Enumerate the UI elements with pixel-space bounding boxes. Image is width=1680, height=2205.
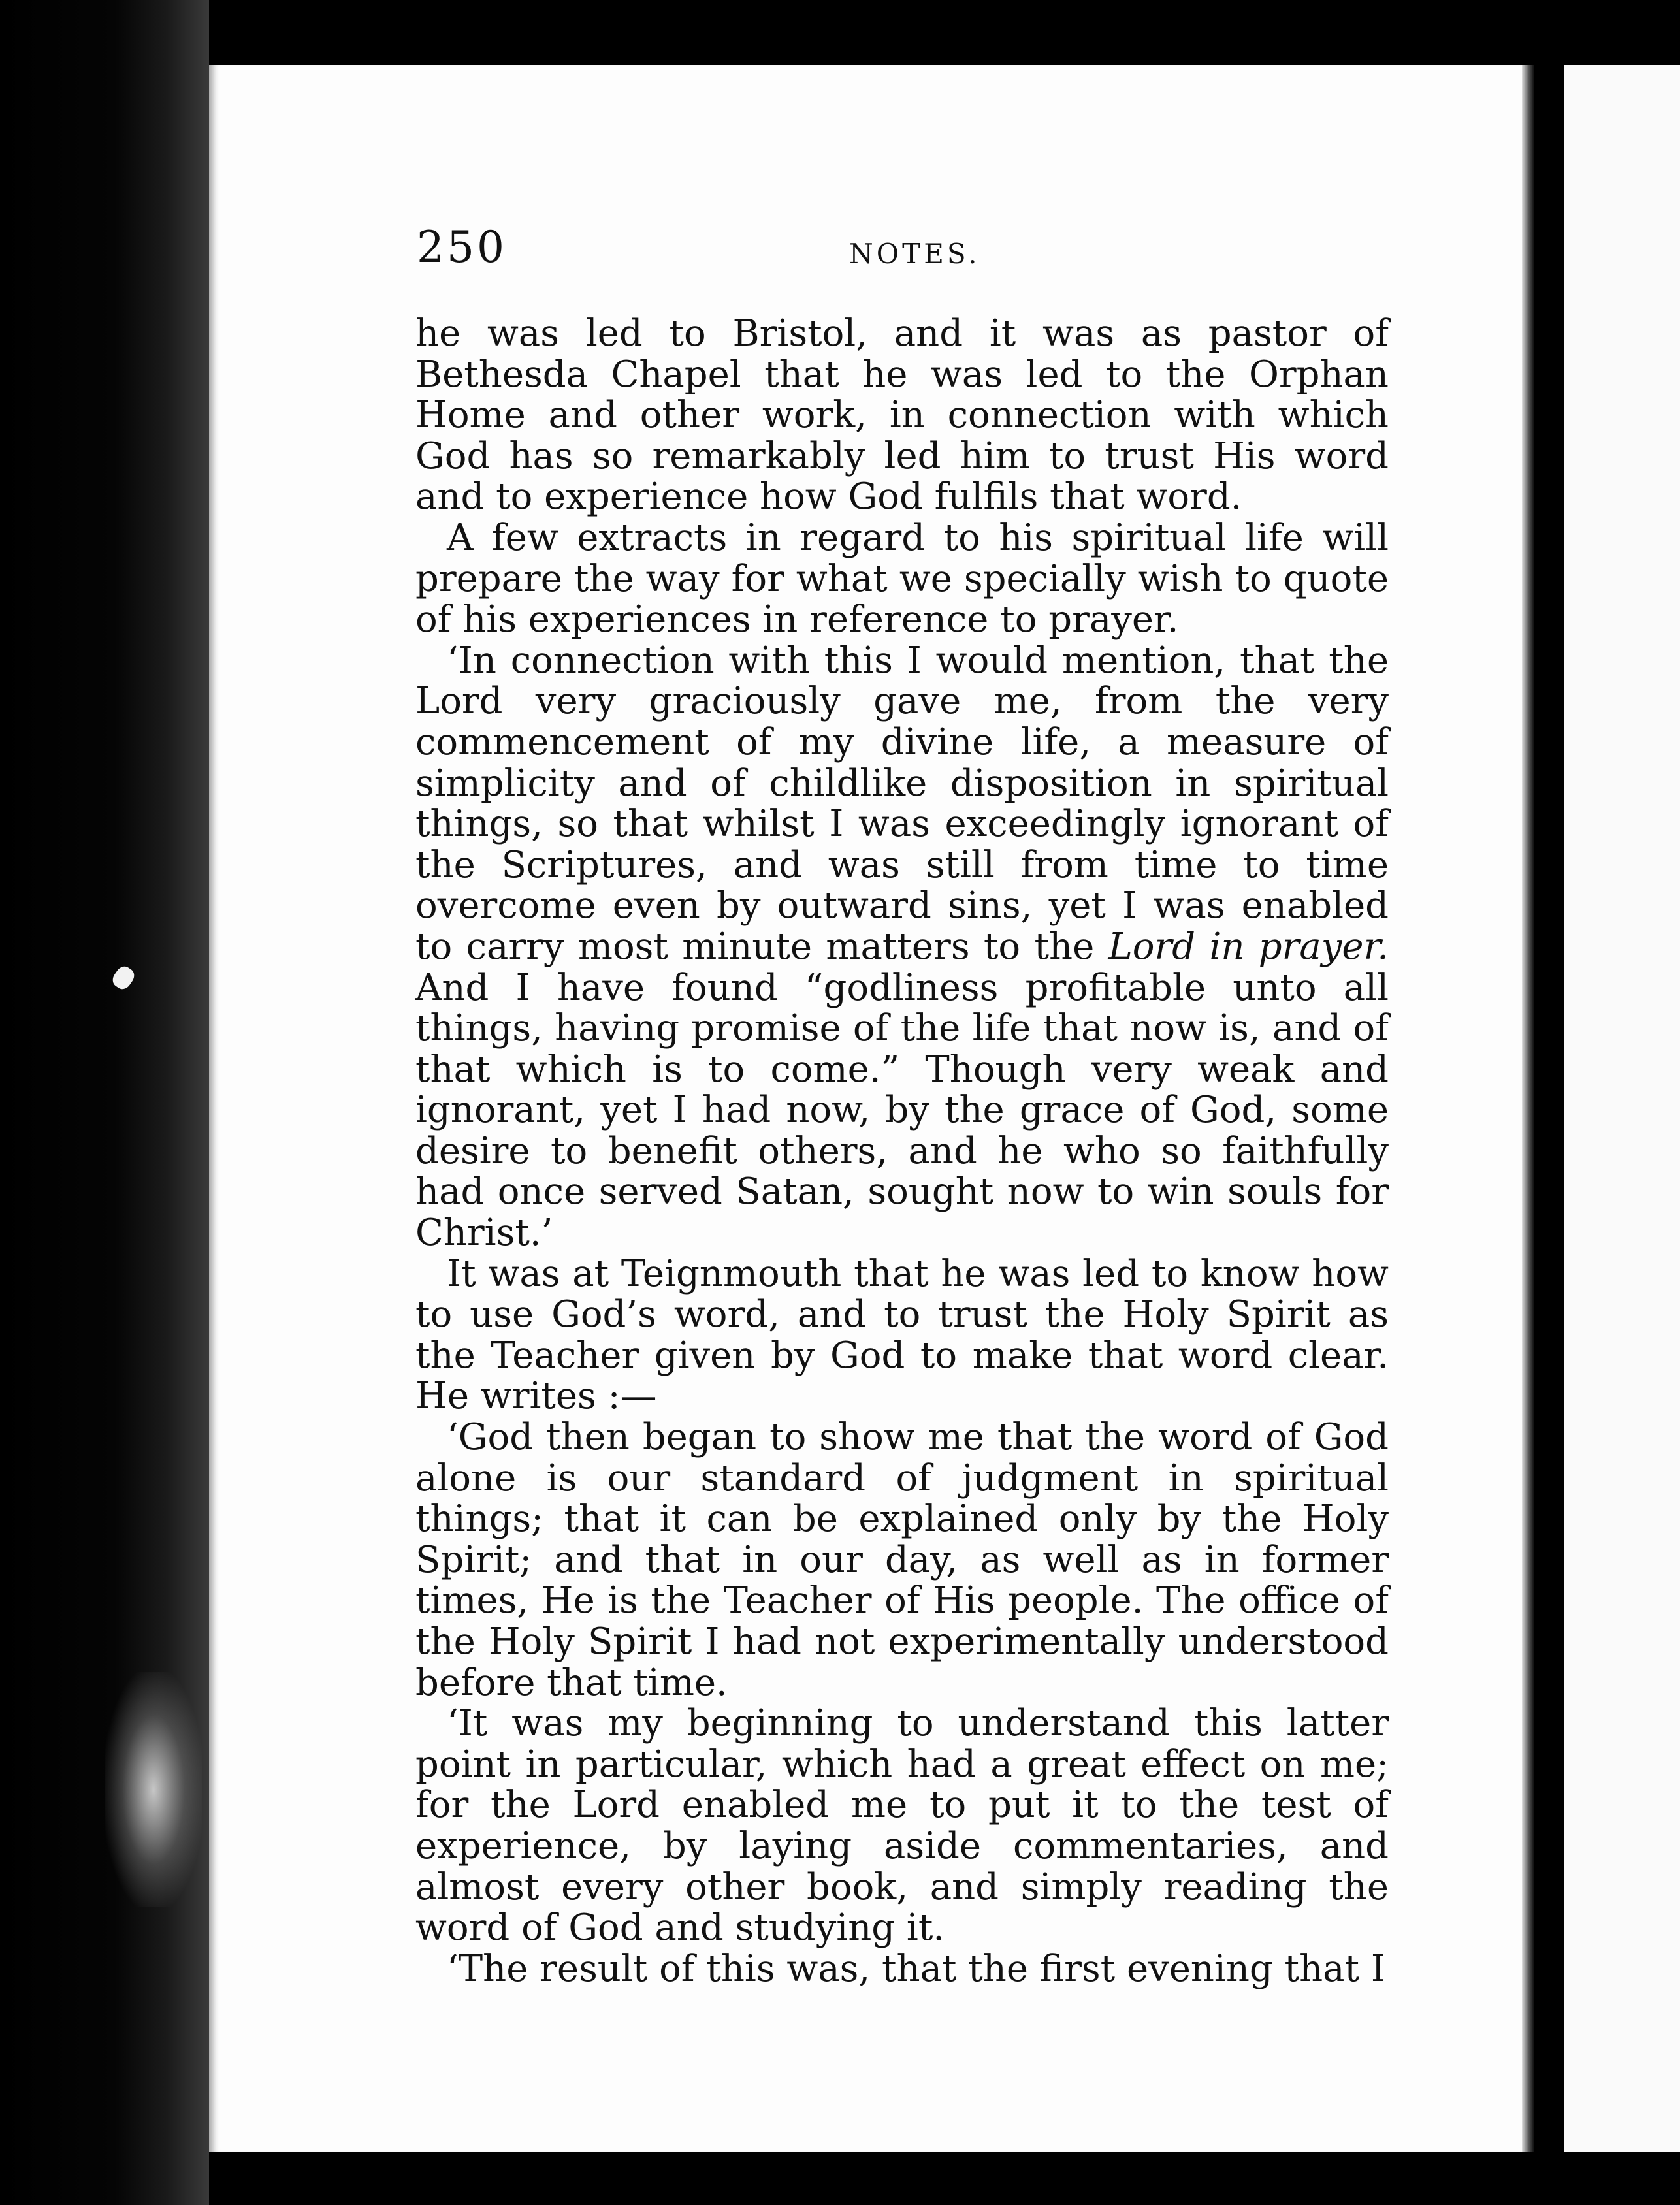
- paragraph-3-text-cont: And I have found “godliness profitable unto all things, having promise of the life that now is, and of that which is to come.” Though very weak and ignorant, yet I had now, by the grace of God, some desire to benefit others, and he who so faithfully had once served Satan, sought now to win souls for Christ.’: [415, 966, 1389, 1255]
- running-head: NOTES.: [849, 238, 980, 270]
- page-text: [415, 314, 1389, 1989]
- paragraph-7: ‘The result of this was, that the first evening that I: [447, 1947, 1385, 1990]
- paragraph-6: ‘It was my beginning to understand this latter point in particular, which had a great effect on me; for the Lord enabled me to put it to the test of experience, by laying aside commentaries, and almost every other book, and simply reading the word of God and studying it.: [415, 1702, 1389, 1950]
- paragraph-4: It was at Teignmouth that he was led to know how to use God’s word, and to trust the Holy Spirit as the Teacher given by God to make that word clear. He writes :—: [415, 1252, 1389, 1418]
- paragraph-3-italic: Lord in prayer.: [1108, 925, 1389, 968]
- paragraph-3: [415, 641, 1389, 1254]
- page-gutter-edge: [1522, 65, 1534, 2152]
- spine-glare: [105, 1672, 202, 1907]
- paragraph-3-text: ‘In connection with this I would mention, that the Lord very graciously gave me, from the very commencement of my divine life, a measure of simplicity and of childlike disposition in spiritual things, so that whilst I was exceedingly ignorant of the Scriptures, and was still from time to time overcome even by outward sins, yet I was enabled to carry most minute matters to the: [415, 639, 1389, 968]
- paragraph-5: ‘God then began to show me that the word of God alone is our standard of judgment in spiritual things; that it can be explained only by the Holy Spirit; and that in our day, as well as in former times, He is the Teacher of His people. The office of the Holy Spirit I had not experimentally understood before that time.: [415, 1416, 1389, 1704]
- page-header: [209, 222, 1532, 281]
- adjacent-page: [1564, 65, 1680, 2152]
- paragraph-1: he was led to Bristol, and it was as pastor of Bethesda Chapel that he was led to the Orphan Home and other work, in connection with which God has so remarkably led him to trust His word and to experience how God fulfils that word.: [415, 312, 1389, 519]
- paragraph-2: A few extracts in regard to his spiritual life will prepare the way for what we specially wish to quote of his experiences in reference to prayer.: [415, 516, 1389, 641]
- page-number: 250: [417, 222, 507, 272]
